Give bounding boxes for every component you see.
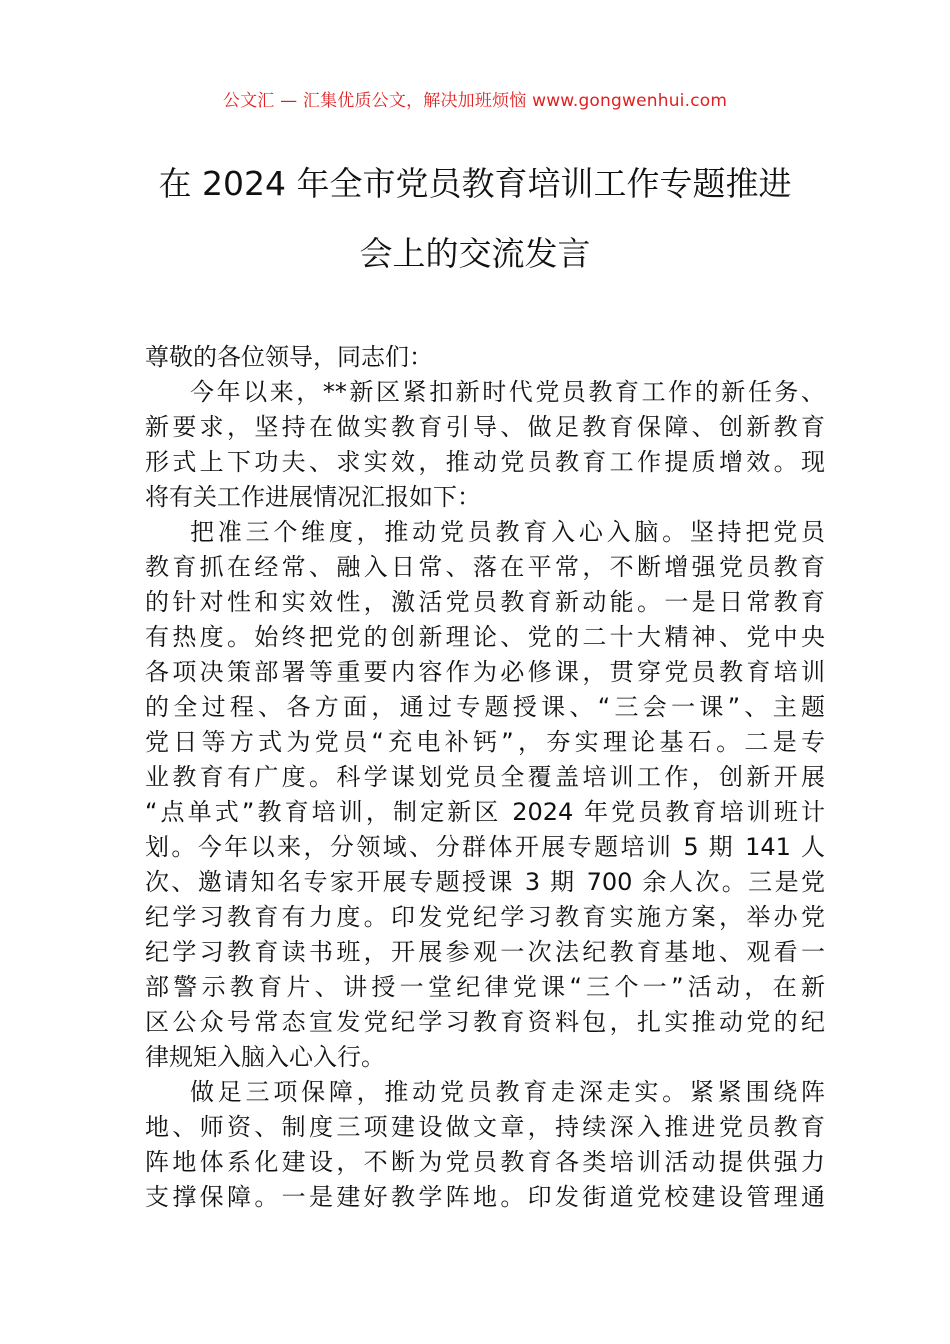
body-line: 部警示教育片、讲授一堂纪律党课“三个一”活动，在新 — [145, 973, 825, 1001]
document-title-line-2: 会上的交流发言 — [359, 234, 591, 273]
body-line: 纪学习教育读书班，开展参观一次法纪教育基地、观看一 — [145, 938, 825, 966]
body-line: 划。今年以来，分领域、分群体开展专题培训 5 期 141 人 — [145, 833, 825, 861]
body-line: 形式上下功夫、求实效，推动党员教育工作提质增效。现 — [145, 448, 825, 476]
body-line: 次、邀请知名专家开展专题授课 3 期 700 余人次。三是党 — [145, 868, 825, 896]
body-line: 新要求，坚持在做实教育引导、做足教育保障、创新教育 — [145, 413, 825, 441]
body-line: 的全过程、各方面，通过专题授课、“三会一课”、主题 — [145, 693, 825, 721]
body-line: 业教育有广度。科学谋划党员全覆盖培训工作，创新开展 — [145, 763, 825, 791]
body-line: 把准三个维度，推动党员教育入心入脑。坚持把党员 — [190, 518, 825, 546]
body-line: 纪学习教育有力度。印发党纪学习教育实施方案，举办党 — [145, 903, 825, 931]
body-line: 教育抓在经常、融入日常、落在平常，不断增强党员教育 — [145, 553, 825, 581]
body-line: 支撑保障。一是建好教学阵地。印发街道党校建设管理通 — [145, 1183, 825, 1211]
body-line: 尊敬的各位领导，同志们： — [145, 343, 433, 371]
body-line: 将有关工作进展情况汇报如下： — [145, 483, 481, 511]
body-line: 各项决策部署等重要内容作为必修课，贯穿党员教育培训 — [145, 658, 825, 686]
header-promo: 公文汇 — 汇集优质公文，解决加班烦恼 www.gongwenhui.com — [222, 91, 728, 111]
document-title-line-1: 在 2024 年全市党员教育培训工作专题推进 — [158, 164, 792, 203]
body-line: 党日等方式为党员“充电补钙”，夯实理论基石。二是专 — [145, 728, 825, 756]
body-line: 区公众号常态宣发党纪学习教育资料包，扎实推动党的纪 — [145, 1008, 825, 1036]
body-line: 阵地体系化建设，不断为党员教育各类培训活动提供强力 — [145, 1148, 825, 1176]
body-line: “点单式”教育培训，制定新区 2024 年党员教育培训班计 — [145, 798, 825, 826]
body-line: 律规矩入脑入心入行。 — [145, 1043, 385, 1071]
body-line: 有热度。始终把党的创新理论、党的二十大精神、党中央 — [145, 623, 825, 651]
body-line: 今年以来，**新区紧扣新时代党员教育工作的新任务、 — [190, 378, 825, 406]
body-line: 的针对性和实效性，激活党员教育新动能。一是日常教育 — [145, 588, 825, 616]
document-body — [145, 340, 825, 1215]
body-line: 地、师资、制度三项建设做文章，持续深入推进党员教育 — [145, 1113, 825, 1141]
body-line: 做足三项保障，推动党员教育走深走实。紧紧围绕阵 — [190, 1078, 825, 1106]
